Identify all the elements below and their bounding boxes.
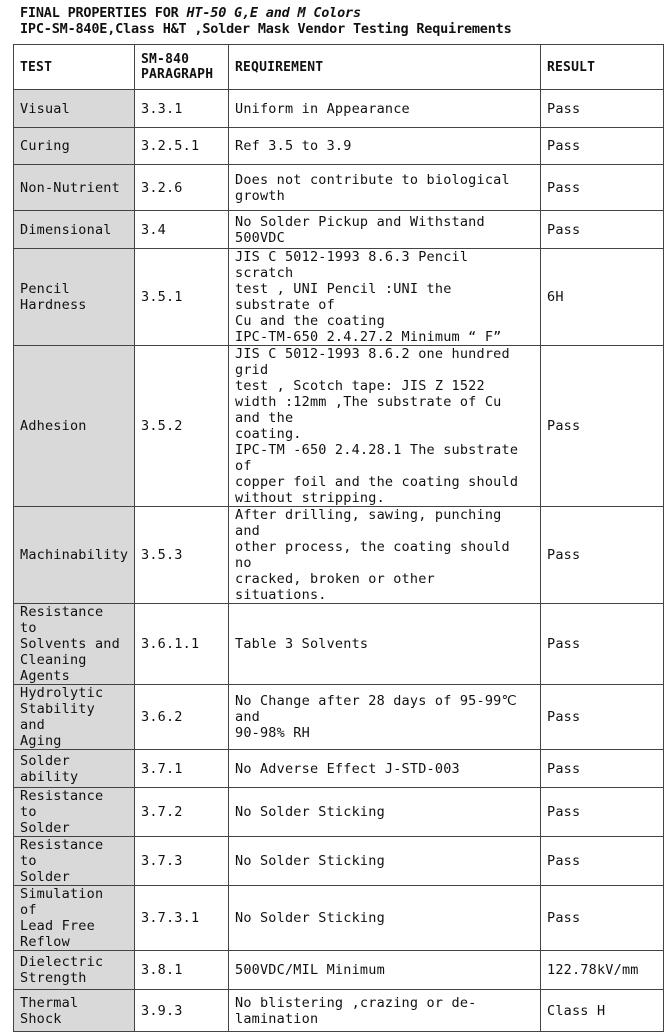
header-title-line	[20, 5, 665, 21]
table-row	[14, 685, 664, 750]
table-cell-test: Dielectric Strength	[14, 951, 135, 990]
table-cell-test: Resistance to Solder	[14, 788, 135, 837]
column-header-requirement: REQUIREMENT	[229, 45, 541, 90]
column-header-test: TEST	[14, 45, 135, 90]
table-cell-requirement: Does not contribute to biological growth	[229, 165, 541, 211]
table-cell-test: Machinability	[14, 507, 135, 604]
table-cell-paragraph: 3.6.2	[135, 685, 229, 750]
table-cell-test: Resistance to Solvents and Cleaning Agents	[14, 604, 135, 685]
table-cell-paragraph: 3.2.5.1	[135, 128, 229, 165]
table-row	[14, 211, 664, 249]
table-cell-test: Dimensional	[14, 211, 135, 249]
table-row	[14, 788, 664, 837]
table-cell-requirement: Table 3 Solvents	[229, 604, 541, 685]
table-cell-result: 6H	[541, 249, 664, 346]
table-cell-test: Resistance to Solder	[14, 837, 135, 886]
table-row	[14, 990, 664, 1032]
table-cell-paragraph: 3.7.2	[135, 788, 229, 837]
table-cell-test: Curing	[14, 128, 135, 165]
table-cell-paragraph: 3.8.1	[135, 951, 229, 990]
table-cell-paragraph: 3.7.1	[135, 750, 229, 788]
table-row	[14, 750, 664, 788]
table-cell-result: 122.78kV/mm	[541, 951, 664, 990]
table-cell-requirement: No Solder Sticking	[229, 886, 541, 951]
table-row	[14, 165, 664, 211]
table-cell-result: Pass	[541, 685, 664, 750]
table-row	[14, 128, 664, 165]
table-cell-paragraph: 3.7.3	[135, 837, 229, 886]
table-cell-requirement: Ref 3.5 to 3.9	[229, 128, 541, 165]
table-cell-result: Pass	[541, 211, 664, 249]
table-cell-test: Pencil Hardness	[14, 249, 135, 346]
table-cell-requirement: No Solder Sticking	[229, 788, 541, 837]
table-cell-requirement: 500VDC/MIL Minimum	[229, 951, 541, 990]
table-cell-requirement: No Solder Pickup and Withstand 500VDC	[229, 211, 541, 249]
table-cell-requirement: JIS C 5012-1993 8.6.3 Pencil scratch test , UNI Pencil :UNI the substrate of Cu and the coating IPC-TM-650 2.4.27.2 Minimum “ F”	[229, 249, 541, 346]
table-header-row	[14, 45, 664, 90]
table-cell-requirement: After drilling, sawing, punching and other process, the coating should no cracked, broken or other situations.	[229, 507, 541, 604]
table-cell-requirement: No Change after 28 days of 95-99℃ and 90-98% RH	[229, 685, 541, 750]
table-cell-paragraph: 3.2.6	[135, 165, 229, 211]
table-cell-paragraph: 3.4	[135, 211, 229, 249]
table-row	[14, 90, 664, 128]
table-cell-result: Pass	[541, 165, 664, 211]
table-cell-paragraph: 3.5.2	[135, 346, 229, 507]
table-cell-paragraph: 3.6.1.1	[135, 604, 229, 685]
table-cell-paragraph: 3.9.3	[135, 990, 229, 1032]
table-row	[14, 249, 664, 346]
header-title-prefix: FINAL PROPERTIES FOR	[20, 5, 187, 21]
table-row	[14, 604, 664, 685]
table-cell-result: Pass	[541, 750, 664, 788]
properties-table	[13, 44, 664, 1032]
table-cell-test: Non-Nutrient	[14, 165, 135, 211]
table-cell-paragraph: 3.5.3	[135, 507, 229, 604]
table-cell-paragraph: 3.7.3.1	[135, 886, 229, 951]
table-row	[14, 507, 664, 604]
table-cell-test: Hydrolytic Stability and Aging	[14, 685, 135, 750]
table-cell-test: Thermal Shock	[14, 990, 135, 1032]
table-cell-result: Class H	[541, 990, 664, 1032]
table-row	[14, 886, 664, 951]
table-cell-paragraph: 3.3.1	[135, 90, 229, 128]
table-cell-result: Pass	[541, 604, 664, 685]
table-cell-test: Simulation of Lead Free Reflow	[14, 886, 135, 951]
document-header	[20, 5, 665, 37]
table-cell-requirement: No Solder Sticking	[229, 837, 541, 886]
table-cell-result: Pass	[541, 507, 664, 604]
table-cell-result: Pass	[541, 346, 664, 507]
table-cell-requirement: Uniform in Appearance	[229, 90, 541, 128]
table-cell-result: Pass	[541, 90, 664, 128]
table-cell-paragraph: 3.5.1	[135, 249, 229, 346]
table-row	[14, 837, 664, 886]
table-cell-test: Solder ability	[14, 750, 135, 788]
table-cell-result: Pass	[541, 128, 664, 165]
table-cell-result: Pass	[541, 788, 664, 837]
header-standard-line: IPC-SM-840E,Class H&T ,Solder Mask Vendor Testing Requirements	[20, 21, 512, 37]
table-cell-test: Adhesion	[14, 346, 135, 507]
table-row	[14, 346, 664, 507]
table-cell-requirement: JIS C 5012-1993 8.6.2 one hundred grid test , Scotch tape: JIS Z 1522 width :12mm ,The substrate of Cu and the coating. IPC-TM -650 2.4.28.1 The substrate of copper foil and the coating should without stripping.	[229, 346, 541, 507]
table-cell-test: Visual	[14, 90, 135, 128]
table-cell-requirement: No blistering ,crazing or de-lamination	[229, 990, 541, 1032]
table-row	[14, 951, 664, 990]
column-header-paragraph: SM-840 PARAGRAPH	[135, 45, 229, 90]
column-header-result: RESULT	[541, 45, 664, 90]
table-cell-result: Pass	[541, 886, 664, 951]
table-cell-result: Pass	[541, 837, 664, 886]
header-product-name: HT-50 G,E and M Colors	[186, 5, 361, 21]
table-cell-requirement: No Adverse Effect J-STD-003	[229, 750, 541, 788]
